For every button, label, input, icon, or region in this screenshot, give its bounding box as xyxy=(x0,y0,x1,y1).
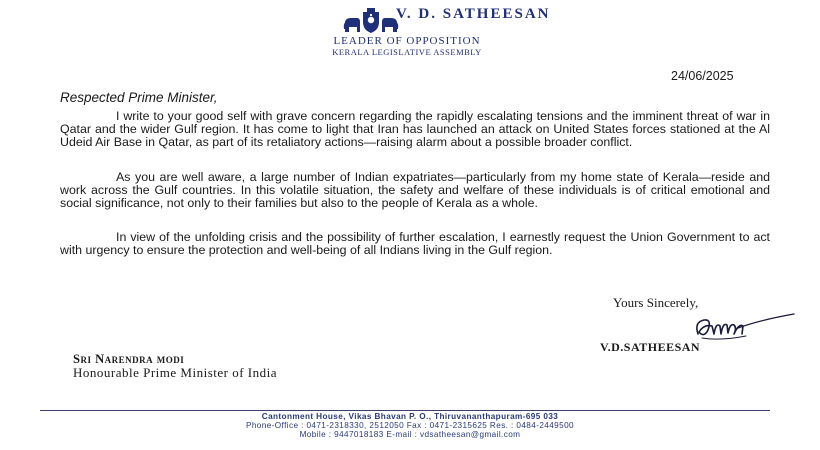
footer-phones: Phone-Office : 0471-2318330, 2512050 Fax : 0471-2315625 Res. : 0484-2449500 xyxy=(245,421,574,430)
closing: Yours Sincerely, xyxy=(613,295,699,310)
body-paragraph-3: In view of the unfolding crisis and the possibility of further escalation, I earnestly request the Union Government to act with urgency to ensure the protection and well-being of all Indians living in the Gulf region. xyxy=(60,230,770,258)
body-paragraph-1: I write to your good self with grave concern regarding the rapidly escalating tensions and the imminent threat of war in Qatar and the wider Gulf region. It has come to light that Iran has launched an attack on United States forces stationed at the Al Udeid Air Base in Qatar, as part of its retaliatory actions—raising alarm about a possible broader conflict. xyxy=(60,109,770,150)
sender-name: V.D.SATHEESAN xyxy=(600,340,701,354)
recipient-name: Sri Narendra modi xyxy=(73,352,185,366)
letterhead-name: V. D. SATHEESAN xyxy=(396,6,551,22)
letter-date: 24/06/2025 xyxy=(671,69,734,83)
letterhead-subtitle: KERALA LEGISLATIVE ASSEMBLY xyxy=(332,47,482,57)
letterhead-title: LEADER OF OPPOSITION xyxy=(333,35,481,47)
recipient-title: Honourable Prime Minister of India xyxy=(73,365,278,380)
footer-contact: Mobile : 9447018183 E-mail : vdsatheesan@gmail.com xyxy=(299,430,521,439)
footer-divider xyxy=(40,410,770,411)
salutation: Respected Prime Minister, xyxy=(60,90,218,105)
handwritten-signature xyxy=(690,308,800,344)
footer-address: Cantonment House, Vikas Bhavan P. O., Thiruvananthapuram-695 033 xyxy=(261,412,559,421)
kerala-emblem-icon xyxy=(343,8,399,34)
body-paragraph-2: As you are well aware, a large number of Indian expatriates—particularly from my home state of Kerala—reside and work across the Gulf countries. In this volatile situation, the safety and welfare of these individuals is of critical emotional and social significance, not only to their families but also to the people of Kerala as a whole. xyxy=(60,170,770,211)
